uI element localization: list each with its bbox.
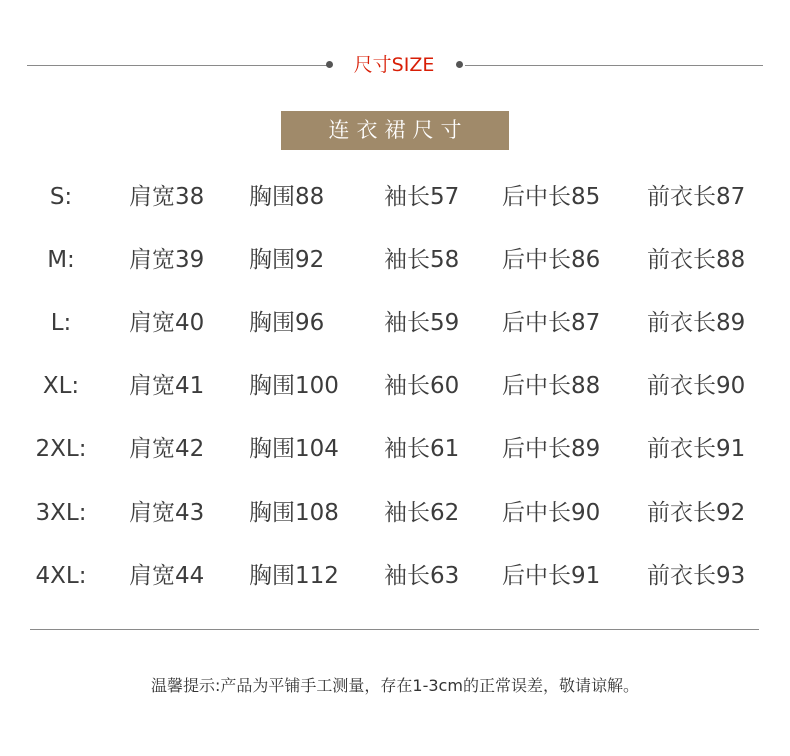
size-row [0,429,790,469]
bust: 胸围92 [249,247,325,273]
bust: 胸围88 [249,184,325,210]
back-length: 后中长86 [502,247,601,273]
shoulder-width: 肩宽41 [129,373,205,399]
dress-size-tag: 连衣裙尺寸 [281,111,509,150]
size-label: S: [49,184,73,210]
bust: 胸围96 [249,310,325,336]
bust: 胸围104 [249,436,339,462]
front-length: 前衣长90 [647,373,746,399]
size-label: 4XL: [35,563,87,589]
front-length: 前衣长91 [647,436,746,462]
header-title: 尺寸SIZE [353,54,435,76]
back-length: 后中长88 [502,373,601,399]
bust: 胸围108 [249,500,339,526]
size-label: 2XL: [35,436,87,462]
front-length: 前衣长87 [647,184,746,210]
sleeve-length: 袖长61 [384,436,460,462]
back-length: 后中长90 [502,500,601,526]
shoulder-width: 肩宽39 [129,247,205,273]
sleeve-length: 袖长57 [384,184,460,210]
back-length: 后中长89 [502,436,601,462]
size-label: M: [47,247,75,273]
sleeve-length: 袖长60 [384,373,460,399]
front-length: 前衣长88 [647,247,746,273]
shoulder-width: 肩宽40 [129,310,205,336]
size-row [0,240,790,280]
front-length: 前衣长92 [647,500,746,526]
header-dot-right [456,61,463,68]
sleeve-length: 袖长58 [384,247,460,273]
header-dot-left [326,61,333,68]
front-length: 前衣长89 [647,310,746,336]
shoulder-width: 肩宽43 [129,500,205,526]
bust: 胸围112 [249,563,339,589]
back-length: 后中长87 [502,310,601,336]
shoulder-width: 肩宽44 [129,563,205,589]
size-row [0,493,790,533]
sleeve-length: 袖长59 [384,310,460,336]
sleeve-length: 袖长62 [384,500,460,526]
size-row [0,556,790,596]
footer-divider [30,629,759,630]
size-row [0,303,790,343]
header-divider-right [465,65,763,66]
size-row [0,366,790,406]
size-label: XL: [42,373,80,399]
bust: 胸围100 [249,373,339,399]
front-length: 前衣长93 [647,563,746,589]
size-label: 3XL: [35,500,87,526]
header-divider-left [27,65,327,66]
shoulder-width: 肩宽42 [129,436,205,462]
size-label: L: [50,310,72,336]
size-row [0,177,790,217]
back-length: 后中长91 [502,563,601,589]
shoulder-width: 肩宽38 [129,184,205,210]
measurement-note: 温馨提示:产品为平铺手工测量，存在1-3cm的正常误差，敬请谅解。 [151,676,639,695]
sleeve-length: 袖长63 [384,563,460,589]
back-length: 后中长85 [502,184,601,210]
